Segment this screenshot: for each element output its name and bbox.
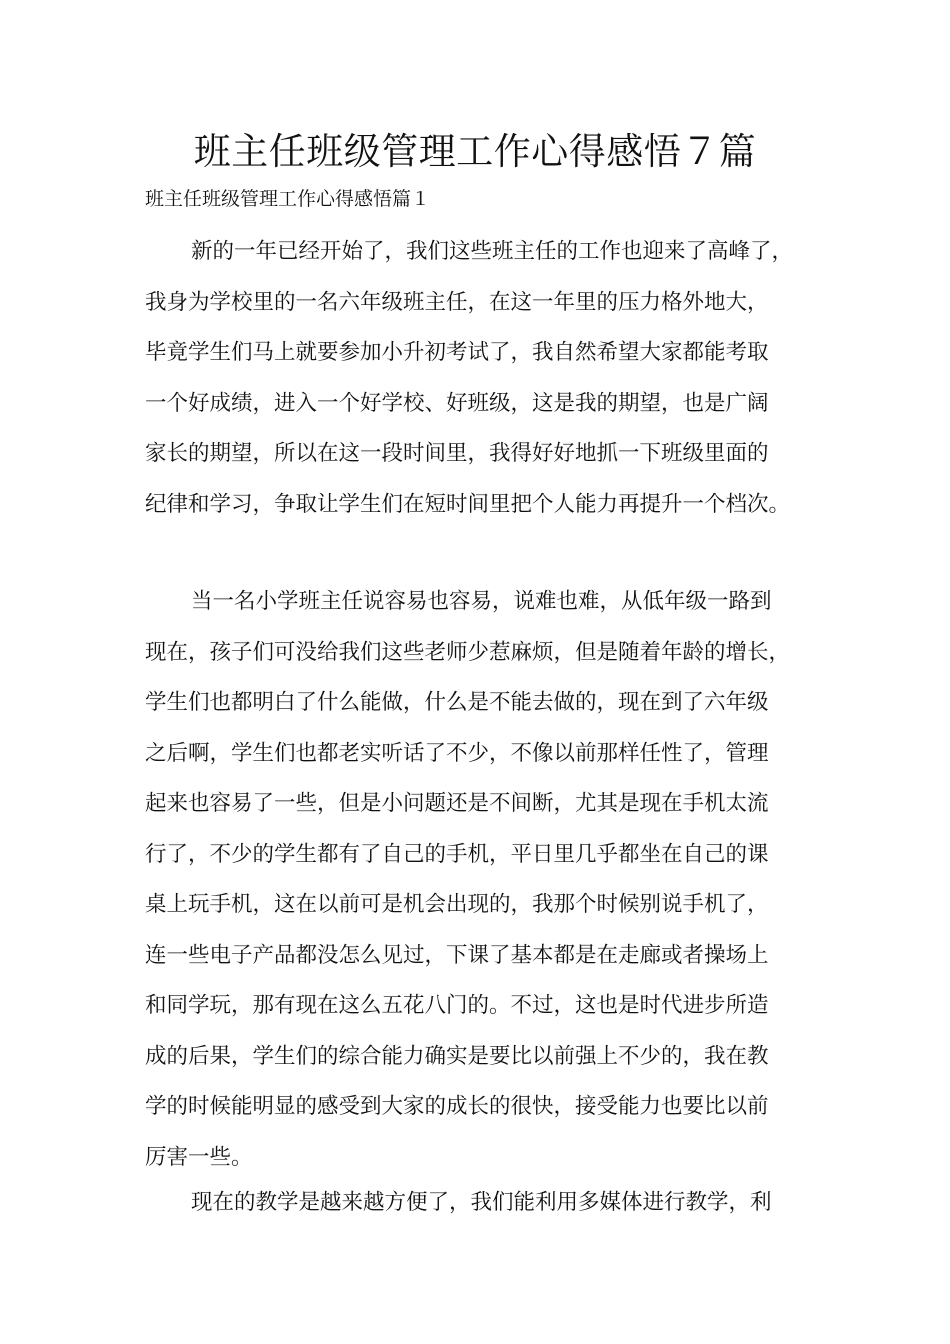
paragraph-line: 起来也容易了一些，但是小问题还是不间断，尤其是现在手机太流 xyxy=(145,791,769,816)
paragraph-line: 桌上玩手机，这在以前可是机会出现的，我那个时候别说手机了， xyxy=(145,892,769,917)
paragraph-line: 行了，不少的学生都有了自己的手机，平日里几乎都坐在自己的课 xyxy=(145,841,769,867)
paragraph-line: 现在，孩子们可没给我们这些老师少惹麻烦，但是随着年龄的增长， xyxy=(145,639,791,665)
paragraph-line: 和同学玩，那有现在这么五花八门的。不过，这也是时代进步所造 xyxy=(145,993,769,1018)
paragraph-line: 纪律和学习，争取让学生们在短时间里把个人能力再提升一个档次。 xyxy=(145,491,791,517)
paragraph-line: 当一名小学班主任说容易也容易，说难也难，从低年级一路到 xyxy=(191,589,772,614)
paragraph-line: 家长的期望，所以在这一段时间里，我得好好地抓一下班级里面的 xyxy=(145,441,769,466)
paragraph-2 xyxy=(145,577,825,1183)
paragraph-line: 一个好成绩，进入一个好学校、好班级，这是我的期望，也是广阔 xyxy=(145,390,769,416)
paragraph-line: 我身为学校里的一名六年级班主任，在这一年里的压力格外地大， xyxy=(145,289,769,315)
section-heading: 班主任班级管理工作心得感悟篇１ xyxy=(145,188,431,210)
paragraph-line: 之后啊，学生们也都老实听话了不少，不像以前那样任性了，管理 xyxy=(145,740,769,766)
paragraph-3 xyxy=(145,1178,825,1229)
paragraph-line: 新的一年已经开始了，我们这些班主任的工作也迎来了高峰了， xyxy=(191,239,794,264)
paragraph-line: 学的时候能明显的感受到大家的成长的很快，接受能力也要比以前 xyxy=(145,1094,769,1119)
document-title: 班主任班级管理工作心得感悟７篇 xyxy=(193,130,757,173)
paragraph-line: 成的后果，学生们的综合能力确实是要比以前强上不少的，我在教 xyxy=(145,1043,769,1069)
paragraph-line: 学生们也都明白了什么能做，什么是不能去做的，现在到了六年级 xyxy=(145,690,769,715)
paragraph-line: 毕竟学生们马上就要参加小升初考试了，我自然希望大家都能考取 xyxy=(145,340,769,365)
paragraph-line: 连一些电子产品都没怎么见过，下课了基本都是在走廊或者操场上 xyxy=(145,942,769,968)
paragraph-line: 现在的教学是越来越方便了，我们能利用多媒体进行教学，利 xyxy=(191,1190,772,1215)
paragraph-line: 厉害一些。 xyxy=(145,1144,253,1170)
paragraph-1 xyxy=(145,227,825,530)
